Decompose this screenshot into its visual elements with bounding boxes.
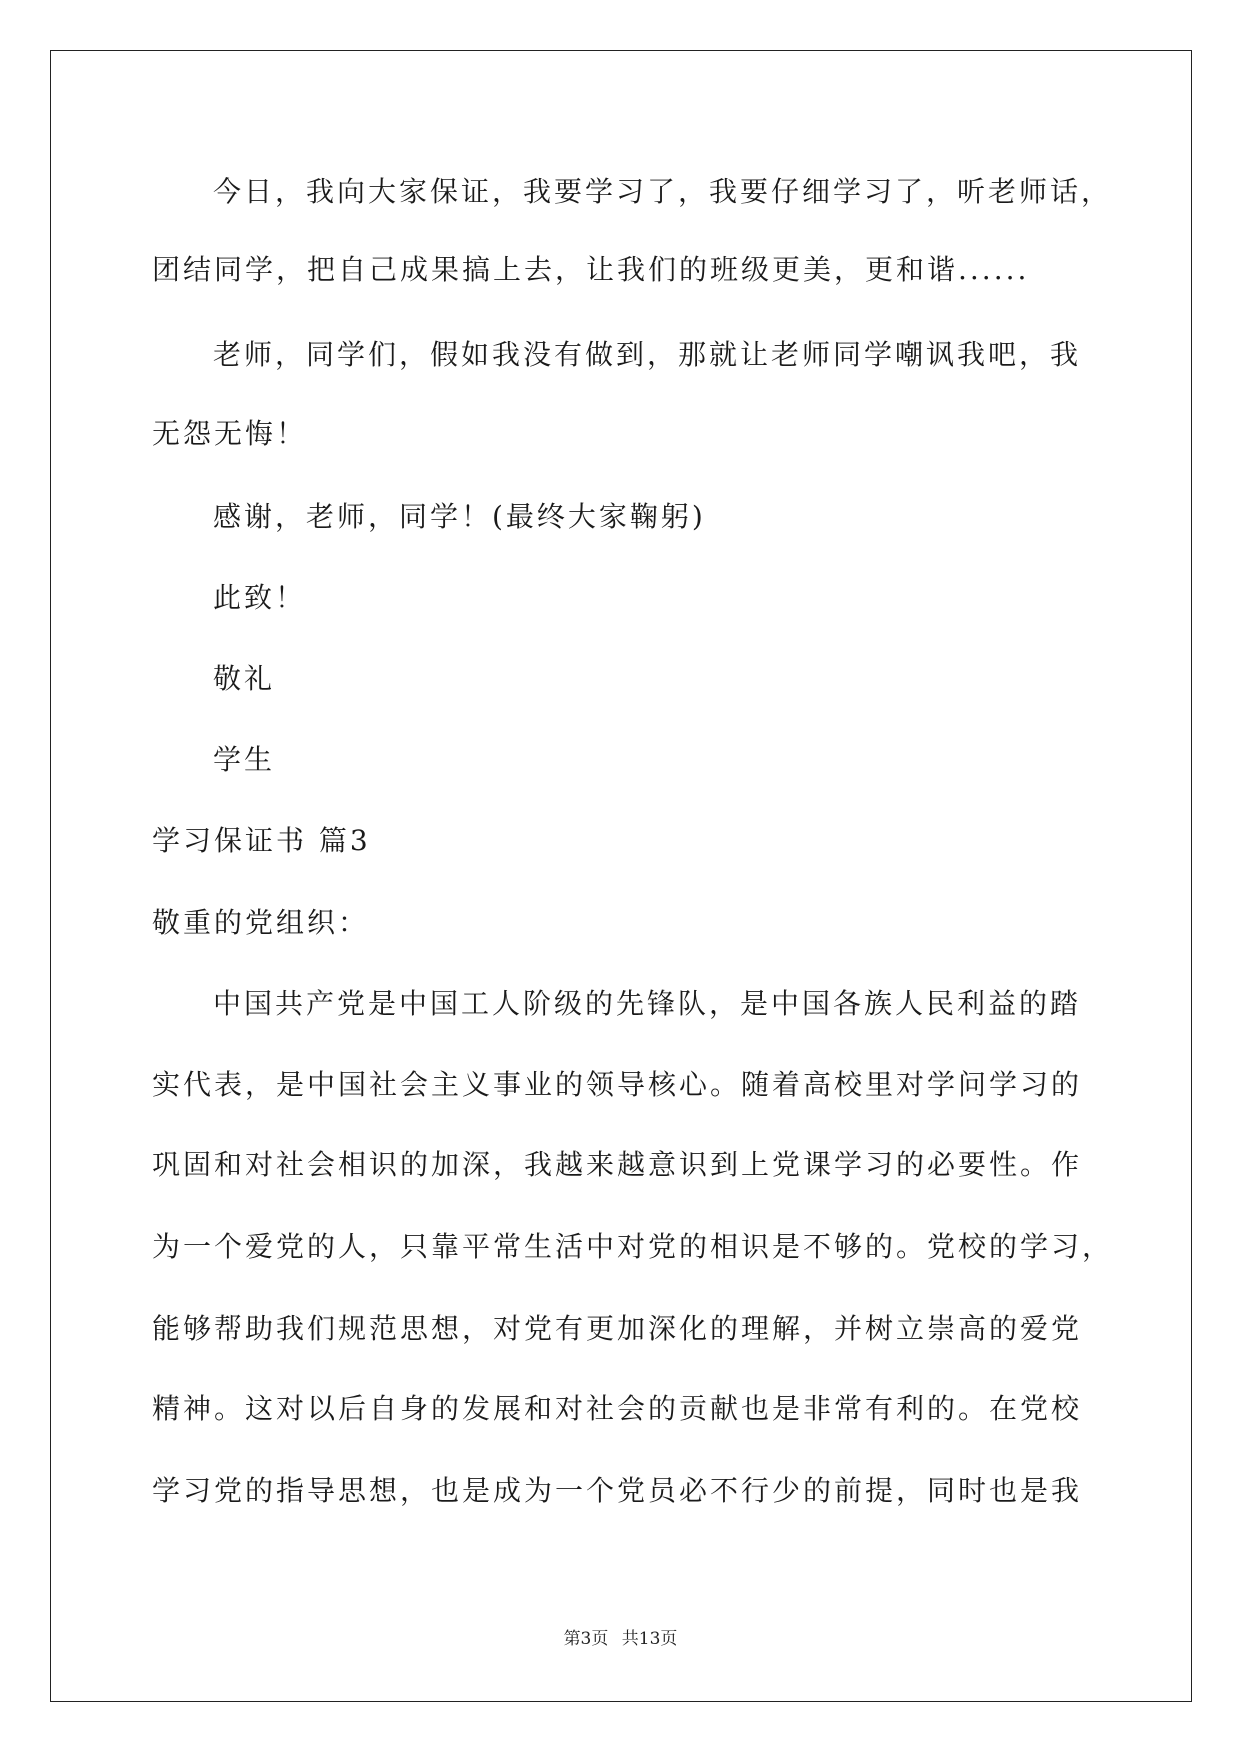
paragraph-line: 中国共产党是中国工人阶级的先锋队，是中国各族人民利益的踏 [213, 987, 1082, 1020]
page-total: 共13页 [621, 1629, 678, 1649]
closing-line: 敬礼 [213, 662, 276, 695]
paragraph-line: 今日，我向大家保证，我要学习了，我要仔细学习了，听老师话， [213, 175, 1113, 208]
signature-line: 学生 [213, 743, 276, 776]
paragraph-line: 感谢，老师，同学！(最终大家鞠躬) [213, 500, 706, 533]
section-heading: 学习保证书 篇3 [152, 824, 371, 857]
paragraph-line: 实代表，是中国社会主义事业的领导核心。随着高校里对学问学习的 [152, 1068, 1083, 1101]
page-number: 第3页 [563, 1629, 609, 1649]
paragraph-line: 无怨无悔！ [152, 417, 308, 450]
paragraph-line: 老师，同学们，假如我没有做到，那就让老师同学嘲讽我吧，我 [213, 338, 1082, 371]
paragraph-line: 能够帮助我们规范思想，对党有更加深化的理解，并树立崇高的爱党 [152, 1312, 1083, 1345]
page-frame [50, 50, 1192, 1702]
paragraph-line: 为一个爱党的人，只靠平常生活中对党的相识是不够的。党校的学习， [152, 1230, 1114, 1263]
paragraph-line: 学习党的指导思想，也是成为一个党员必不行少的前提，同时也是我 [152, 1474, 1083, 1507]
paragraph-line: 巩固和对社会相识的加深，我越来越意识到上党课学习的必要性。作 [152, 1148, 1083, 1181]
paragraph-line: 团结同学，把自己成果搞上去，让我们的班级更美，更和谐...... [152, 253, 1030, 286]
paragraph-line: 精神。这对以后自身的发展和对社会的贡献也是非常有利的。在党校 [152, 1392, 1083, 1425]
page-footer [0, 1628, 1241, 1650]
closing-line: 此致！ [213, 581, 307, 614]
salutation: 敬重的党组织： [152, 906, 370, 939]
